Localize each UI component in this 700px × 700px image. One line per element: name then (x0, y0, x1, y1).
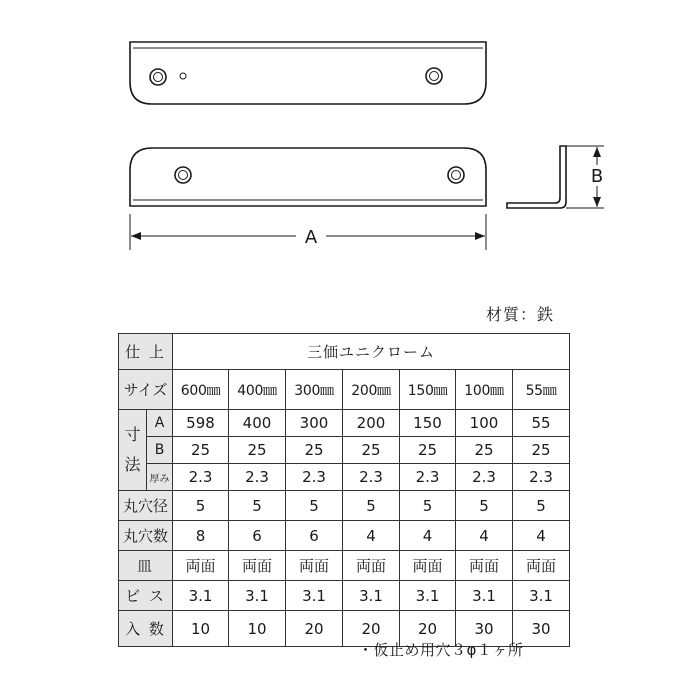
dim-a-cell: 400 (229, 410, 286, 437)
dimension-a-label: A (304, 227, 318, 248)
hole-count-cell: 8 (173, 521, 229, 551)
material-label: 材質：鉄 (486, 305, 555, 324)
size-row (119, 370, 570, 410)
quantity-cell: 20 (343, 611, 400, 647)
quantity-cell: 30 (513, 611, 570, 647)
dim-a-cell: 100 (456, 410, 513, 437)
hole-count-label: 丸穴数 (119, 521, 173, 551)
dim-a-cell: 150 (400, 410, 456, 437)
countersink-cell: 両面 (173, 551, 229, 581)
hole-diameter-cell: 5 (343, 491, 400, 521)
hole-count-cell: 4 (456, 521, 513, 551)
hole-count-cell: 4 (513, 521, 570, 551)
size-cell: 400㎜ (229, 370, 286, 410)
bracket-drawing (0, 0, 700, 290)
dim-b-cell: 25 (343, 437, 400, 464)
countersunk-hole (175, 167, 191, 183)
quantity-cell: 20 (286, 611, 343, 647)
thickness-cell: 2.3 (400, 464, 456, 491)
screw-cell: 3.1 (173, 581, 229, 611)
size-cell: 100㎜ (456, 370, 513, 410)
finish-label: 仕 上 (119, 334, 173, 370)
countersunk-hole (448, 167, 464, 183)
countersink-cell: 両面 (343, 551, 400, 581)
spec-table (118, 333, 570, 647)
screw-cell: 3.1 (286, 581, 343, 611)
thickness-row (119, 464, 570, 491)
quantity-cell: 20 (400, 611, 456, 647)
countersink-cell: 両面 (229, 551, 286, 581)
hole-diameter-cell: 5 (173, 491, 229, 521)
dim-b-label: B (147, 437, 173, 464)
countersunk-hole (150, 69, 166, 85)
size-cell: 300㎜ (286, 370, 343, 410)
dim-a-label: A (147, 410, 173, 437)
screw-cell: 3.1 (513, 581, 570, 611)
dim-b-cell: 25 (173, 437, 229, 464)
thickness-cell: 2.3 (286, 464, 343, 491)
size-label: サイズ (119, 370, 173, 410)
screw-cell: 3.1 (400, 581, 456, 611)
dim-b-row (119, 437, 570, 464)
size-cell: 600㎜ (173, 370, 229, 410)
hole-diameter-row (119, 491, 570, 521)
dimension-group-char: 寸 (124, 425, 141, 444)
countersink-cell: 両面 (400, 551, 456, 581)
dimension-group-label (119, 410, 147, 491)
hole-diameter-cell: 5 (229, 491, 286, 521)
hole-count-cell: 4 (343, 521, 400, 551)
countersink-cell: 両面 (286, 551, 343, 581)
dim-b-cell: 25 (229, 437, 286, 464)
size-cell: 150㎜ (400, 370, 456, 410)
hole-diameter-label: 丸穴径 (119, 491, 173, 521)
countersink-cell: 両面 (456, 551, 513, 581)
thickness-label: 厚み (147, 464, 173, 491)
dim-b-cell: 25 (513, 437, 570, 464)
hole-count-cell: 4 (400, 521, 456, 551)
thickness-cell: 2.3 (513, 464, 570, 491)
hole-count-cell: 6 (286, 521, 343, 551)
countersink-cell: 両面 (513, 551, 570, 581)
dim-b-cell: 25 (400, 437, 456, 464)
finish-row (119, 334, 570, 370)
hole-count-cell: 6 (229, 521, 286, 551)
hole-diameter-cell: 5 (400, 491, 456, 521)
dimension-b-label: B (590, 166, 604, 187)
bracket-side-profile (507, 146, 604, 208)
dim-a-row (119, 410, 570, 437)
thickness-cell: 2.3 (456, 464, 513, 491)
hole-diameter-cell: 5 (456, 491, 513, 521)
dim-a-cell: 200 (343, 410, 400, 437)
screw-cell: 3.1 (229, 581, 286, 611)
countersunk-hole (426, 68, 442, 84)
dimension-group-char: 法 (124, 455, 141, 474)
thickness-cell: 2.3 (343, 464, 400, 491)
dim-a-cell: 300 (286, 410, 343, 437)
dim-b-cell: 25 (286, 437, 343, 464)
hole-diameter-cell: 5 (286, 491, 343, 521)
screw-row (119, 581, 570, 611)
countersink-label: 皿 (119, 551, 173, 581)
dimension-a (130, 214, 486, 250)
quantity-label: 入 数 (119, 611, 173, 647)
tack-hole-note: ・仮止め用穴３φ１ヶ所 (358, 641, 524, 659)
quantity-cell: 10 (173, 611, 229, 647)
tack-hole (180, 73, 186, 79)
bracket-top-view (130, 42, 486, 104)
quantity-cell: 30 (456, 611, 513, 647)
bracket-front-view (130, 148, 486, 206)
thickness-cell: 2.3 (173, 464, 229, 491)
hole-diameter-cell: 5 (513, 491, 570, 521)
dim-a-cell: 55 (513, 410, 570, 437)
countersink-row (119, 551, 570, 581)
screw-cell: 3.1 (343, 581, 400, 611)
size-cell: 200㎜ (343, 370, 400, 410)
thickness-cell: 2.3 (229, 464, 286, 491)
screw-cell: 3.1 (456, 581, 513, 611)
dim-a-cell: 598 (173, 410, 229, 437)
screw-label: ビ ス (119, 581, 173, 611)
quantity-cell: 10 (229, 611, 286, 647)
size-cell: 55㎜ (513, 370, 570, 410)
dim-b-cell: 25 (456, 437, 513, 464)
finish-value: 三価ユニクローム (173, 334, 570, 370)
hole-count-row (119, 521, 570, 551)
